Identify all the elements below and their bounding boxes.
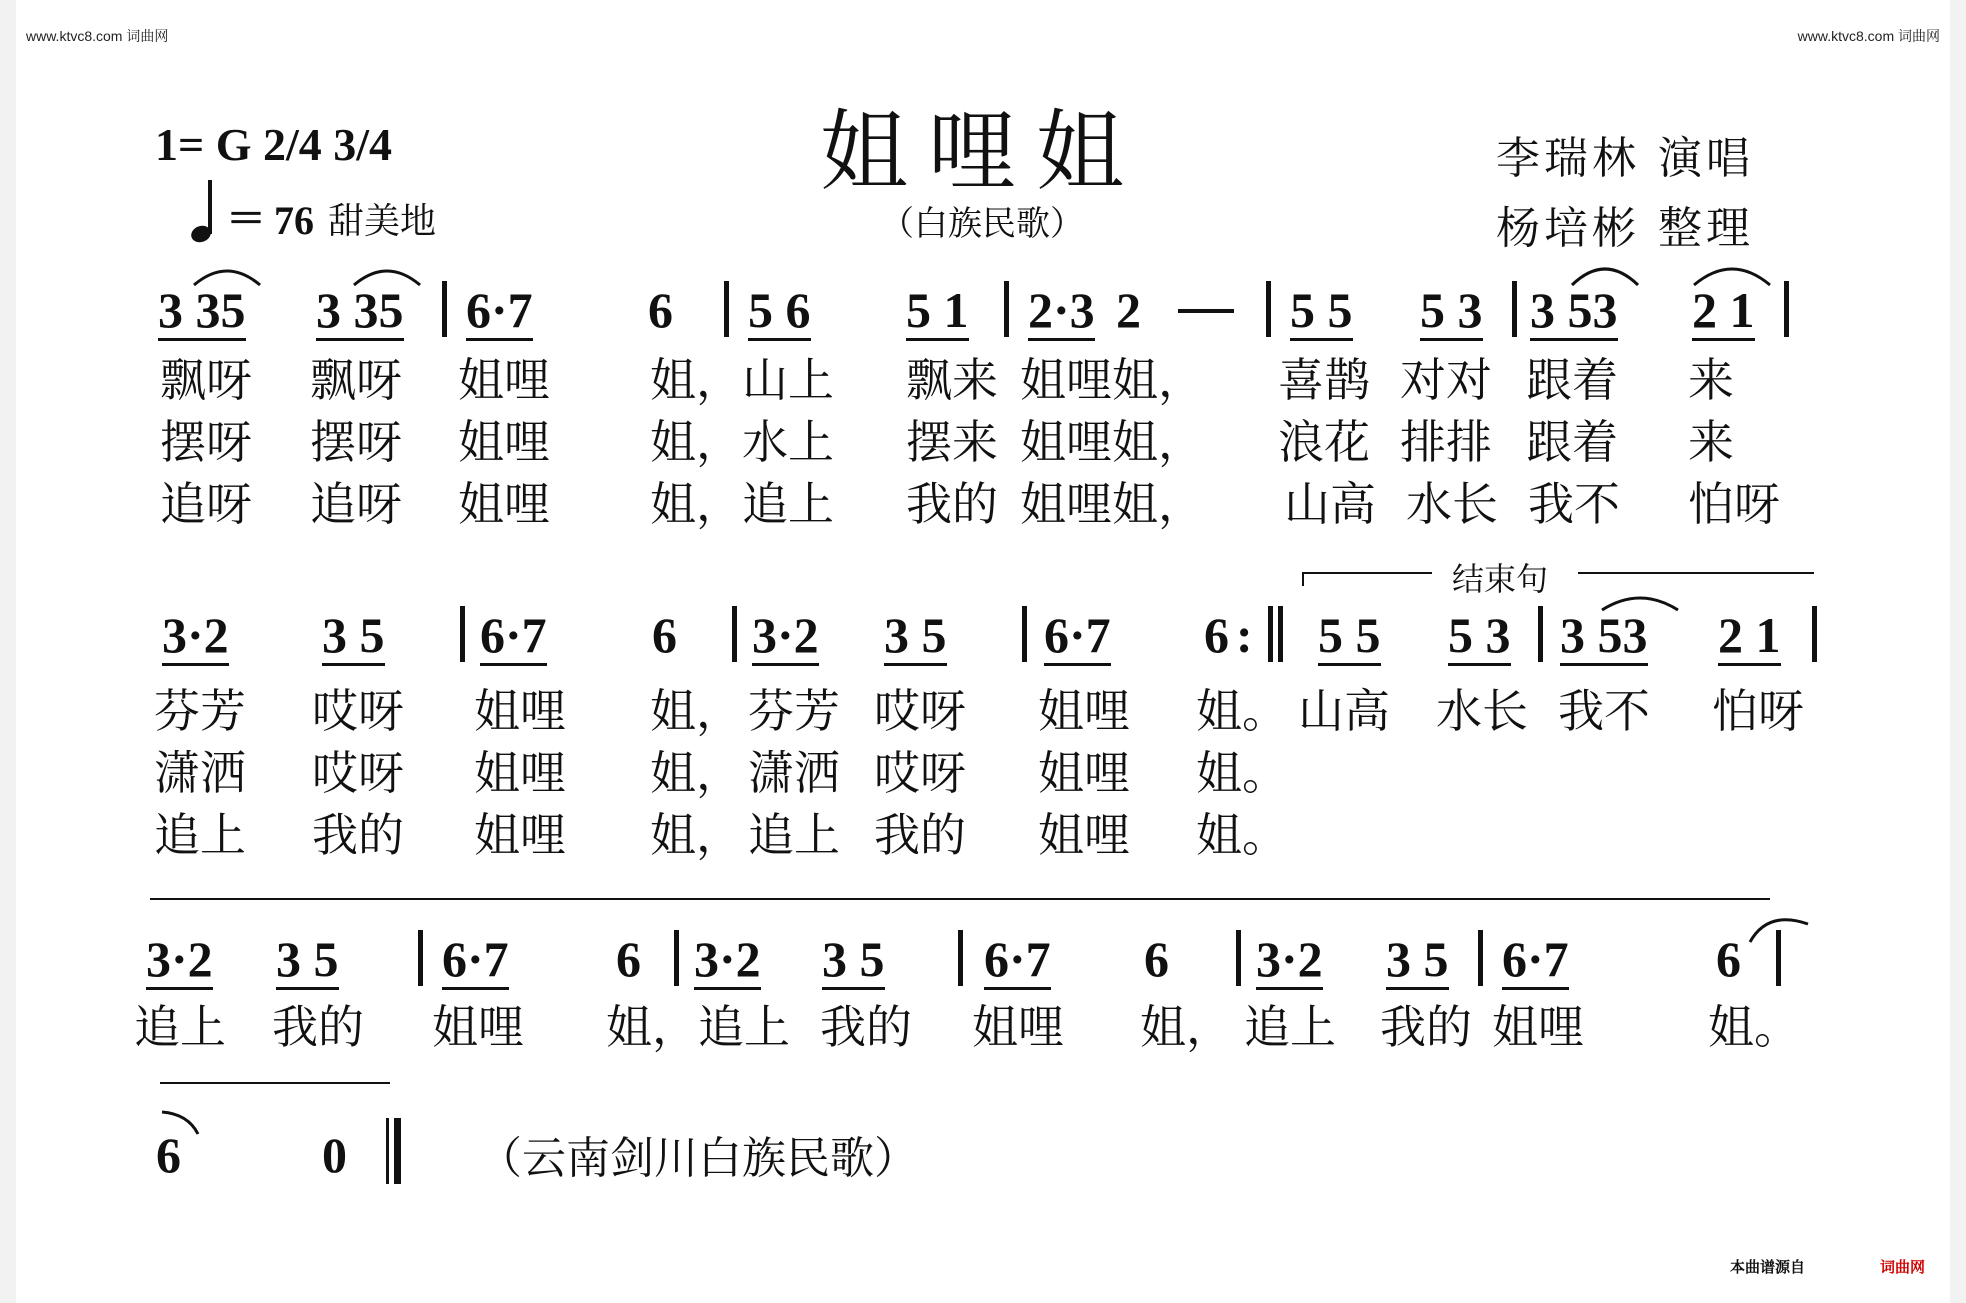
lyric-syllable: 追上 [1244,1000,1336,1054]
lyric-syllable: 摆来 [906,415,998,469]
note-group: 5 3 [1420,285,1483,341]
lyric-syllable: 我的 [1380,1000,1472,1054]
lyric-syllable: 追上 [134,1000,226,1054]
bar-line [958,930,963,986]
note-group: 5 1 [906,285,969,341]
lyric-syllable: 追上 [154,808,246,862]
lyric-syllable: 哎呀 [874,746,966,800]
lyric-syllable: 姐。 [1196,684,1288,738]
note-group: 6 [156,1127,181,1183]
lyric-syllable: 怕呀 [1688,477,1780,531]
key-signature: 1= G 2/4 3/4 [155,119,393,170]
lyric-syllable: 芬芳 [154,684,246,738]
lyric-syllable: 摆呀 [310,415,402,469]
tie-line [160,1082,390,1084]
tempo-expression: 甜美地 [328,201,437,242]
lyrics-verse-1 [0,353,1966,407]
slur-icon [352,263,422,287]
lyric-syllable: 姐， [650,746,742,800]
note-group: 5 5 [1318,610,1381,666]
notes-row-2 [0,607,1966,663]
lyrics-verse-3 [0,477,1966,531]
lyric-syllable: 姐。 [1196,746,1288,800]
note-group: 3 5 [822,934,885,990]
lyric-syllable: 水长 [1436,684,1528,738]
bar-line [1538,606,1543,662]
bar-line [1512,281,1517,337]
lyric-syllable: 追呀 [160,477,252,531]
note-group: 3·2 [694,934,761,990]
note-group: 3 53 [1560,610,1648,666]
lyric-syllable: 山高 [1284,477,1376,531]
song-origin: （云南剑川白族民歌） [478,1133,918,1184]
lyric-syllable: 我不 [1558,684,1650,738]
note-group: 3 5 [276,934,339,990]
note-group: 3 5 [322,610,385,666]
note-group: 3·2 [146,934,213,990]
note-group: 3 35 [316,285,404,341]
note-group: 6·7 [480,610,547,666]
bar-line [1236,930,1241,986]
lyric-syllable: 姐哩姐， [1020,415,1204,469]
singer-credit: 李瑞林 演唱 [1496,133,1754,184]
right-margin-strip [1950,0,1966,1303]
lyric-syllable: 来 [1688,353,1734,407]
lyric-syllable: 摆呀 [160,415,252,469]
lyric-syllable: 山高 [1298,684,1390,738]
lyrics-verse-1 [0,1000,1966,1054]
slur-icon [1600,590,1680,612]
lyric-syllable: 姐哩 [458,415,550,469]
bar-line [1022,606,1027,662]
song-subtitle: （白族民歌） [880,204,1084,244]
bar-line [724,281,729,337]
lyric-syllable: 姐哩 [432,1000,524,1054]
quarter-note-icon [190,178,218,244]
ending-bracket-left [1302,572,1432,574]
lyric-syllable: 我的 [272,1000,364,1054]
lyric-syllable: 姐哩姐， [1020,353,1204,407]
lyrics-verse-2 [0,746,1966,800]
note-group: 6·7 [1502,934,1569,990]
note-group: 6 [1716,931,1741,987]
note-group: 6·7 [1044,610,1111,666]
left-margin-strip [0,0,16,1303]
note-group: 3 53 [1530,285,1618,341]
ending-bracket-tick [1302,572,1304,586]
lyric-syllable: 姐哩 [474,746,566,800]
lyric-syllable: 追呀 [310,477,402,531]
lyric-syllable: 浪花 [1278,415,1370,469]
final-barline-thin [386,1118,389,1184]
lyric-syllable: 姐哩 [1038,684,1130,738]
lyric-syllable: 姐， [650,808,742,862]
note-group: 6 [652,607,677,663]
lyric-syllable: 我的 [906,477,998,531]
lyric-syllable: 姐哩 [1038,746,1130,800]
note-group: 6 [1204,607,1229,663]
footer-brand[interactable]: 词曲网 [1880,1259,1926,1276]
lyric-syllable: 来 [1688,415,1734,469]
lyric-syllable: 姐，山上 [650,353,834,407]
lyric-syllable: 水长 [1406,477,1498,531]
section-separator [150,898,1770,900]
slur-icon [1570,259,1640,287]
lyric-syllable: 追上 [748,808,840,862]
lyric-syllable: 潇洒 [154,746,246,800]
lyric-syllable: 姐，追上 [650,477,834,531]
bar-line [1266,281,1271,337]
note-group: 3 5 [884,610,947,666]
lyric-syllable: 排排 [1400,415,1492,469]
note-group: 5 5 [1290,285,1353,341]
lyric-syllable: 我不 [1528,477,1620,531]
bar-line [1478,930,1483,986]
lyrics-verse-2 [0,415,1966,469]
ending-label: 结束句 [1452,560,1549,598]
tempo-marking [190,178,436,244]
lyric-syllable: 怕呀 [1712,684,1804,738]
lyric-syllable: 姐哩 [474,808,566,862]
tempo-value: 76 [274,198,314,243]
repeat-barline [1268,606,1273,662]
lyric-syllable: 姐， [1140,1000,1232,1054]
site-header-right: www.ktvc8.com 词曲网 [1797,28,1940,44]
lyric-syllable: 哎呀 [312,684,404,738]
lyric-syllable: 飘呀 [160,353,252,407]
lyric-syllable: 姐。 [1196,808,1288,862]
footer-source: 本曲谱源自 [1730,1259,1806,1276]
lyric-syllable: 哎呀 [312,746,404,800]
note-group: 6 [616,931,641,987]
bar-line [1812,606,1817,662]
slur-icon [192,263,262,287]
arranger-credit: 杨培彬 整理 [1496,203,1754,254]
note-group: 6 [648,282,673,338]
note-group: 3·2 [752,610,819,666]
lyrics-verse-3 [0,808,1966,862]
lyric-syllable: 姐哩姐， [1020,477,1204,531]
song-title: 姐哩姐 [820,100,1145,203]
bar-line [1784,281,1789,337]
note-group: 2·3 [1028,285,1095,341]
lyric-syllable: 姐，水上 [650,415,834,469]
site-header-left: www.ktvc8.com 词曲网 [26,28,169,44]
bar-line [460,606,465,662]
repeat-dots: : [1236,607,1253,663]
lyrics-verse-1 [0,684,1966,738]
lyric-syllable: 姐哩 [458,477,550,531]
lyric-syllable: 姐哩 [474,684,566,738]
lyric-syllable: 飘呀 [310,353,402,407]
note-group: 2 1 [1692,285,1755,341]
note-group: 5 3 [1448,610,1511,666]
bar-line [674,930,679,986]
note-group: 2 [1116,282,1141,338]
ending-bracket-right [1578,572,1814,574]
note-group: 3·2 [162,610,229,666]
bar-line [442,281,447,337]
note-group: 6·7 [466,285,533,341]
lyric-syllable: 跟着 [1526,353,1618,407]
lyric-syllable: 对对 [1400,353,1492,407]
lyric-syllable: 姐，追上 [606,1000,790,1054]
lyric-syllable: 我的 [820,1000,912,1054]
lyric-syllable: 芬芳 [748,684,840,738]
lyric-syllable: 飘来 [906,353,998,407]
notes-row-1 [0,282,1966,338]
note-group: 3 35 [158,285,246,341]
tempo-equals: ＝ [226,196,266,241]
lyric-syllable: 我的 [874,808,966,862]
lyric-syllable: 姐哩 [1492,1000,1584,1054]
lyric-syllable: 姐。 [1708,1000,1800,1054]
lyric-syllable: 喜鹊 [1278,353,1370,407]
tie-start-icon [1748,914,1812,944]
lyric-syllable: 姐哩 [1038,808,1130,862]
final-barline-thick [394,1118,401,1184]
note-group: 6 [1144,931,1169,987]
note-group: 6·7 [984,934,1051,990]
lyric-syllable: 我的 [312,808,404,862]
lyric-syllable: 跟着 [1526,415,1618,469]
slur-icon [1692,259,1772,287]
note-group: 3 5 [1386,934,1449,990]
notes-row-3 [0,931,1966,987]
note-group: 0 [322,1127,347,1183]
note-group: 2 1 [1718,610,1781,666]
bar-line [1004,281,1009,337]
note-group: 6·7 [442,934,509,990]
bar-line [732,606,737,662]
extension-dash [1178,309,1234,313]
bar-line [418,930,423,986]
lyric-syllable: 姐哩 [458,353,550,407]
note-group: 3·2 [1256,934,1323,990]
lyric-syllable: 潇洒 [748,746,840,800]
lyric-syllable: 姐， [650,684,742,738]
note-group: 5 6 [748,285,811,341]
lyric-syllable: 哎呀 [874,684,966,738]
lyric-syllable: 姐哩 [972,1000,1064,1054]
